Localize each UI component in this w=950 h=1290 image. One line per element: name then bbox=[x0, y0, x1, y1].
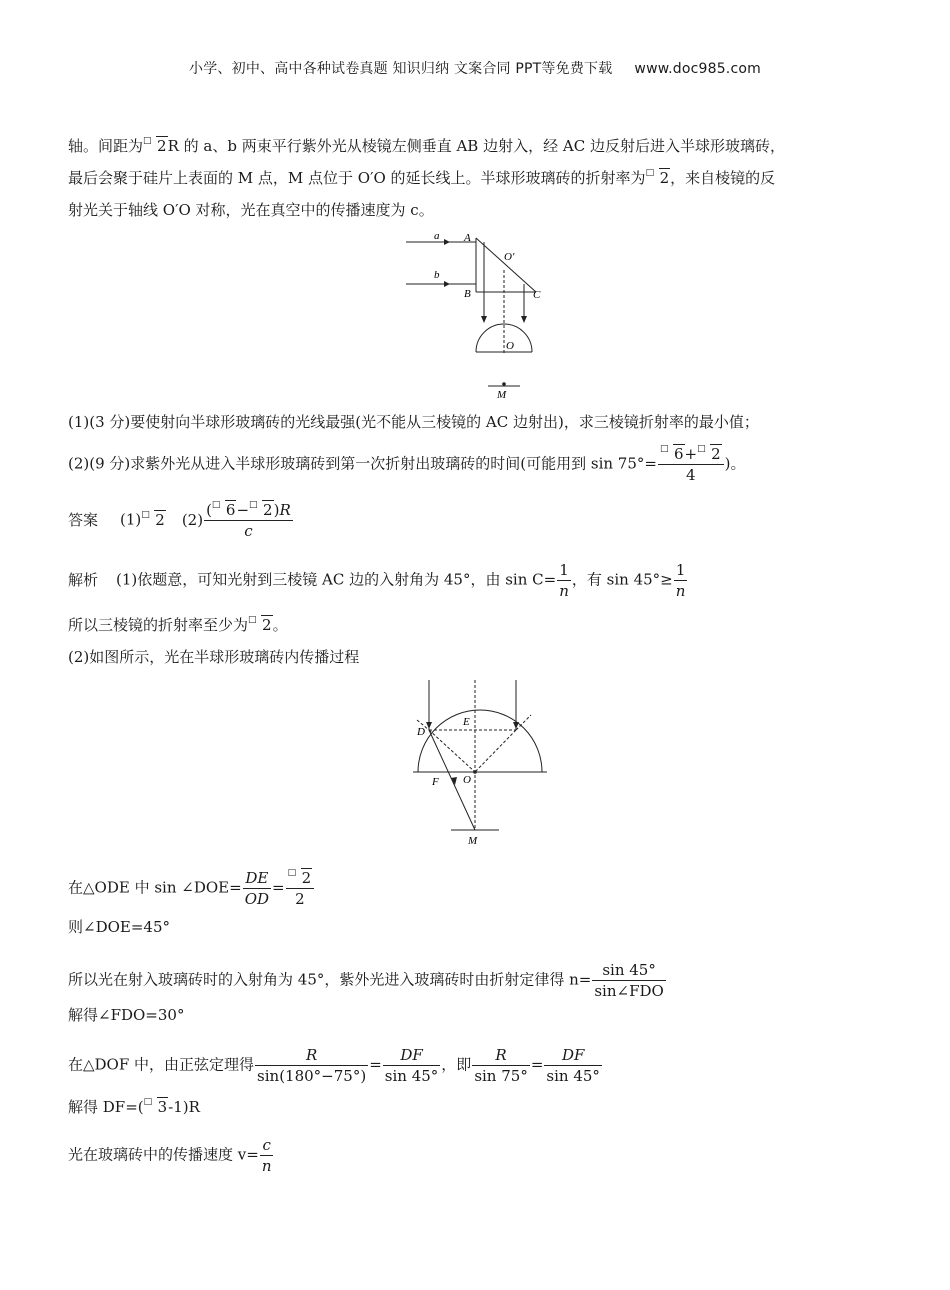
analysis-label: 解析 bbox=[68, 570, 99, 589]
problem-line-1: 轴。间距为 □ 2R 的 a、b 两束平行紫外光从棱镜左侧垂直 AB 边射入，经 AC 边反射后进入半球形玻璃砖， bbox=[68, 136, 785, 155]
prism-figure bbox=[400, 228, 560, 403]
analysis-line-1: 解析 (1)依题意，可知光射到三棱镜 AC 边的入射角为 45°，由 sin C= $\frac{1}{n}$ ，有 sin 45°≥ $\frac{1}{n}$ bbox=[68, 561, 686, 600]
analysis-line-3: (2)如图所示，光在半球形玻璃砖内传播过程 bbox=[68, 648, 360, 666]
header-site[interactable]: www.doc985.com bbox=[634, 61, 761, 77]
label-O: O bbox=[463, 774, 471, 786]
analysis-line-2: 所以三棱镜的折射率至少为 □ 2。 bbox=[68, 615, 288, 634]
header-text: 小学、初中、高中各种试卷真题 知识归纳 文案合同 PPT等免费下载 bbox=[189, 61, 613, 77]
question-1: (1)(3 分)要使射向半球形玻璃砖的光线最强(光不能从三棱镜的 AC 边射出)，求三棱镜折射率的最小值； bbox=[68, 413, 759, 431]
label-A: A bbox=[464, 232, 471, 244]
label-B: B bbox=[464, 288, 471, 300]
label-b: b bbox=[434, 269, 440, 281]
label-a: a bbox=[434, 230, 440, 242]
question-2: (2)(9 分)求紫外光从进入半球形玻璃砖到第一次折射出玻璃砖的时间(可能用到 sin 75°= □ 6+ □ 2 4 )。 bbox=[68, 444, 746, 484]
step-6: 解得 DF=( □ 3-1)R bbox=[68, 1097, 200, 1116]
label-M: M bbox=[497, 389, 507, 401]
problem-line-2: 最后会聚于硅片上表面的 M 点，M 点位于 O′O 的延长线上。半球形玻璃砖的折射率为 □ 2，来自棱镜的反 bbox=[68, 168, 776, 187]
hemisphere-figure bbox=[405, 675, 555, 850]
step-3: 所以光在射入玻璃砖时的入射角为 45°，紫外光进入玻璃砖时由折射定律得 n= $\frac{\sin 45^\circ}{\text{sin∠FDO}}$ bbox=[68, 961, 664, 1000]
problem-line-3: 射光关于轴线 O′O 对称，光在真空中的传播速度为 c。 bbox=[68, 201, 434, 219]
step-5: 在△DOF 中，由正弦定理得 $\frac{R}{\sin(180^\circ-75^\circ)}$ = $\frac{DF}{\sin 45^\circ}$ ，即 $\frac{R}{\sin 75^\circ}$ = $\frac{DF}{\sin 45^\circ}$ bbox=[68, 1046, 600, 1085]
label-O-prime: O′ bbox=[504, 251, 515, 263]
answer-label: 答案 bbox=[68, 510, 99, 529]
label-M: M bbox=[468, 835, 478, 847]
step-4: 解得∠FDO=30° bbox=[68, 1006, 185, 1024]
label-F: F bbox=[432, 776, 439, 788]
page-header bbox=[0, 58, 950, 78]
step-2: 则∠DOE=45° bbox=[68, 918, 170, 936]
answer-line: 答案 (1) □ 2 (2) ( □ 6− □ 2)R c bbox=[68, 500, 291, 540]
step-1: 在△ODE 中 sin ∠DOE= $\frac{DE}{OD}$ = □ 2 2 bbox=[68, 868, 315, 909]
step-7: 光在玻璃砖中的传播速度 v= $\frac{c}{n}$ bbox=[68, 1136, 272, 1175]
label-C: C bbox=[533, 289, 541, 301]
root-2: □ 2 bbox=[143, 136, 167, 155]
label-E: E bbox=[463, 716, 470, 728]
label-D: D bbox=[417, 726, 425, 738]
label-O: O bbox=[506, 340, 514, 352]
